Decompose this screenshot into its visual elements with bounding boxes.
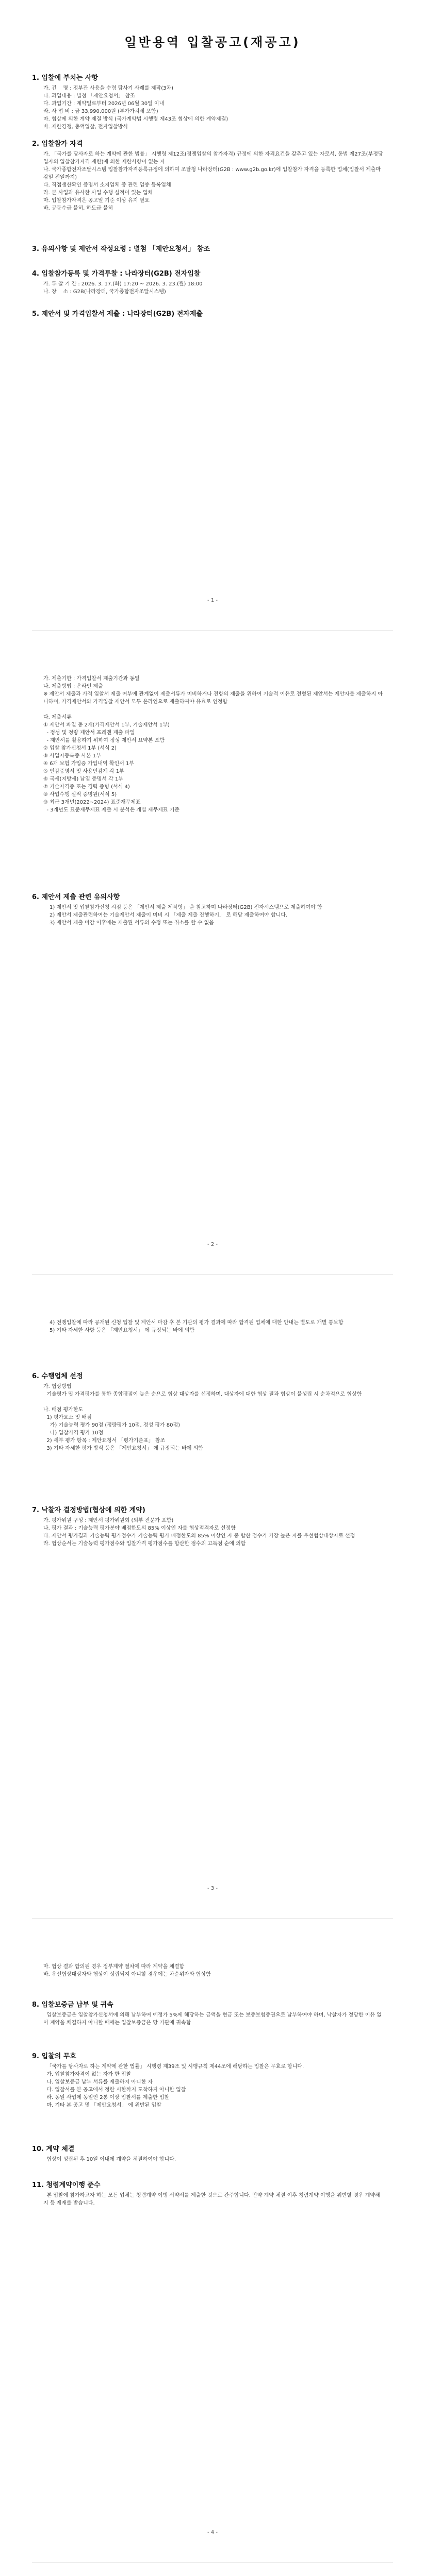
section-7-heading: 6. 수행업체 선정 xyxy=(32,1372,83,1380)
page-number: - 4 - xyxy=(207,2530,218,2535)
section-integrity-heading: 11. 청렴계약이행 준수 xyxy=(32,2181,101,2189)
document-title: 일반용역 입찰공고(재공고) xyxy=(124,35,301,49)
section-8-heading: 7. 낙찰자 결정방법(협상에 의한 계약) xyxy=(32,1506,145,1514)
section-5-body: 가. 제출기한 : 가격입찰서 제출기간과 동일 나. 제출방법 : 온라인 제출 ※ 제안서 제출과 가격 입찰서 제출 여부에 관계없이 제출서류가 미비하거나 전항의 제출을 위하여 기술적 이유로 전형된 제안서는 제안자를 제출하지 아니하며, 가격제안서와 가격입찰 제안서 모두 온라인으로 제출하여야 유효로 인정함 다. 제출서류 ① 제안서 파일 총 2개(가격제안서 1부, 기술제안서 1부) - 정성 및 정량 제안서 프레젠 제출 파일 - 제안서를 활용하기 위하여 정성 제안서 요약본 포함 ② 입찰 참가신청서 1부 (서식 2) ③ 사업자등록증 사본 1부 ④ 6개 보험 가입증 가입내역 확인서 1부 ⑤ 인감증명서 및 사용인감계 각 1부 ⑥ 국세(지방세) 납입 증명서 각 1부 ⑦ 기술자격증 또는 경력 증빙 (서식 4) ⑧ 사업수행 실적 증명원(서식 5) ⑨ 최근 3개년(2022~2024) 표준재무제표 - 3개년도 표준재무제표 제출 시 분석은 개별 재무제표 기준 xyxy=(43,676,383,813)
section-4-heading: 4. 입찰참가등록 및 가격투찰 : 나라장터(G2B) 전자입찰 xyxy=(32,270,201,278)
section-3-heading: 3. 유의사항 및 제안서 작성요령 : 별첨 「제안요청서」 참조 xyxy=(32,245,210,253)
section-7-continued: 마. 협상 결과 합의된 경우 정부계약 절차에 따라 계약을 체결함 바. 우선협상대상자와 협상이 성립되지 아니할 경우에는 차순위자와 협상함 xyxy=(43,1964,211,1977)
section-2-body: 가. 「국가를 당사자로 하는 계약에 관한 법률」 시행령 제12조(경쟁입찰의 참가자격) 규정에 의한 자격요건을 갖추고 있는 자로서, 동법 제27조(부정당업자의 입찰참가자격 제한)에 의한 제한사항이 없는 자 나. 국가종합전자조달시스템 입찰참가자격등록규정에 의하여 조달청 나라장터(G2B : www.g2b.go.kr)에 입찰참가 자격을 등록한 업체(입찰서 제출마감일 전일까지) 다. 직접생산확인 증명서 소지업체 중 관련 업종 등록업체 라. 본 사업과 유사한 사업 수행 실적이 있는 업체 마. 입찰참가자격은 공고일 기준 이상 유지 필요 바. 공동수급 불허, 하도급 불허 xyxy=(43,151,383,211)
section-bond-body: 입찰보증금은 입찰참가신청서에 의해 납부하여 예정가 5%에 해당하는 금액을 현금 또는 보증보험증권으로 납부하여야 하며, 낙찰자가 정당한 이유 없이 계약을 체결하지 아니할 때에는 입찰보증금은 당 기관에 귀속함 xyxy=(43,2012,382,2026)
section-integrity-body: 본 입찰에 참가하고자 하는 모든 업체는 청렴계약 이행 서약서를 제출한 것으로 간주합니다. 만약 계약 체결 이후 청렴계약 이행을 위반할 경우 계약해지 등 제재를 받습니다. xyxy=(43,2193,380,2206)
section-2-heading: 2. 입찰참가 자격 xyxy=(32,140,83,148)
section-contract-body: 협상이 성립된 후 10일 이내에 계약을 체결하여야 합니다. xyxy=(43,2157,176,2162)
section-6-heading: 6. 제안서 제출 관련 유의사항 xyxy=(32,893,120,901)
section-6-body: 1) 제안서 및 입찰참가신청 시점 등은 「제안서 제출 제작형」 을 참고하며 나라장터(G2B) 전자시스템으로 제출하여야 함 2) 제안서 제출관련하여는 기술제안서 제출이 미비 시 「제출 제출 진행하기」 로 해당 제출하여야 합니다. 3) 제안서 제출 마감 이후에는 제출된 서류의 수정 또는 취소를 할 수 없음 xyxy=(50,905,322,926)
section-invalid-heading: 9. 입찰의 무효 xyxy=(32,2053,76,2060)
page-1 xyxy=(0,0,425,618)
section-invalid-body: 「국가를 당사자로 하는 계약에 관한 법률」 시행령 제39조 및 시행규칙 제44조에 해당하는 입찰은 무효로 합니다. 가. 입찰참가자격이 없는 자가 한 입찰 나. 입찰보증금 납부 서류를 제출하지 아니한 자 다. 입찰서를 본 공고에서 정한 시한까지 도착하지 아니한 입찰 라. 동일 사업에 동일인 2통 이상 입찰서를 제출한 입찰 마. 기타 본 공고 및 「제안요청서」 에 위반된 입찰 xyxy=(46,2064,304,2108)
section-4-body: 가. 투 찰 기 간 : 2026. 3. 17.(화) 17:20 ~ 2026. 3. 23.(월) 18:00 나. 장 소 : G2B(나라장터, 국가종합전자조달시스템) xyxy=(43,281,203,295)
section-1-heading: 1. 입찰에 부치는 사항 xyxy=(32,74,99,82)
section-1-body: 가. 건 명 : 정부관 사용을 수렴 탐사기 사례를 제작(3차) 나. 과업내용 : 별첨 「제안요청서」 참조 다. 과업기간 : 계약일로부터 2026년 06월 30일 이내 라. 사 업 비 : 금 33,990,000원 (부가가치세 포함) 마. 협상에 의한 계약 제결 방식 (국가계약법 시행령 제43조 협상에 의한 계약제결) 바. 제한경쟁, 총액입찰, 전자입찰방식 xyxy=(43,86,228,130)
section-bond-heading: 8. 입찰보증금 납부 및 귀속 xyxy=(32,2001,113,2009)
section-7-body: 가. 협상방법 기술평가 및 가격평가를 통한 종합평점이 높은 순으로 협상 대상자를 선정하며, 대상자에 대한 협상 결과 협상이 불성립 시 순차적으로 협상함 나. 배점 평가한도 1) 평가요소 및 배점 가) 기술능력 평가 90점 (정량평가 10점, 정성 평가 80점) 나) 입찰가격 평가 10점 2) 세부 평가 항목 : 제안요청서 「평가기준표」 참조 3) 기타 자세한 평가 방식 등은 「제안요청서」 에 규정되는 바에 의함 xyxy=(43,1384,362,1451)
page-number: - 3 - xyxy=(207,1886,218,1891)
section-6-continued: 4) 전쟁입찰에 따라 공개된 신청 입찰 및 제안서 마감 후 본 기관의 평가 결과에 따라 합격된 업체에 대한 안내는 별도로 개별 통보함 5) 기타 자세한 사항 등은 「제안요청서」 에 규정되는 바에 의함 xyxy=(50,1320,344,1333)
section-5-heading: 5. 제안서 및 가격입찰서 제출 : 나라장터(G2B) 전자제출 xyxy=(32,310,203,318)
section-8-body: 가. 평가위원 구성 : 제안서 평가위원회 (외부 전문가 포함) 나. 평가 결과 : 기술능력 평가분야 배점한도의 85% 이상인 자를 협상적격자로 선정함 다. 제안서 평가결과 기술능력 평가점수가 기술능력 평가 배점한도의 85% 이상인 자 중 합산 점수가 가장 높은 자를 우선협상대상자로 선정 라. 협상순서는 기술능력 평가점수와 입찰가격 평가점수를 합산한 점수의 고득점 순에 의함 xyxy=(43,1518,355,1547)
page-number: - 1 - xyxy=(207,598,218,603)
page-3 xyxy=(0,1288,425,1906)
page-2 xyxy=(0,644,425,1262)
section-contract-heading: 10. 계약 체결 xyxy=(32,2145,75,2153)
page-number: - 2 - xyxy=(207,1242,218,1247)
page-4 xyxy=(0,1932,425,2550)
